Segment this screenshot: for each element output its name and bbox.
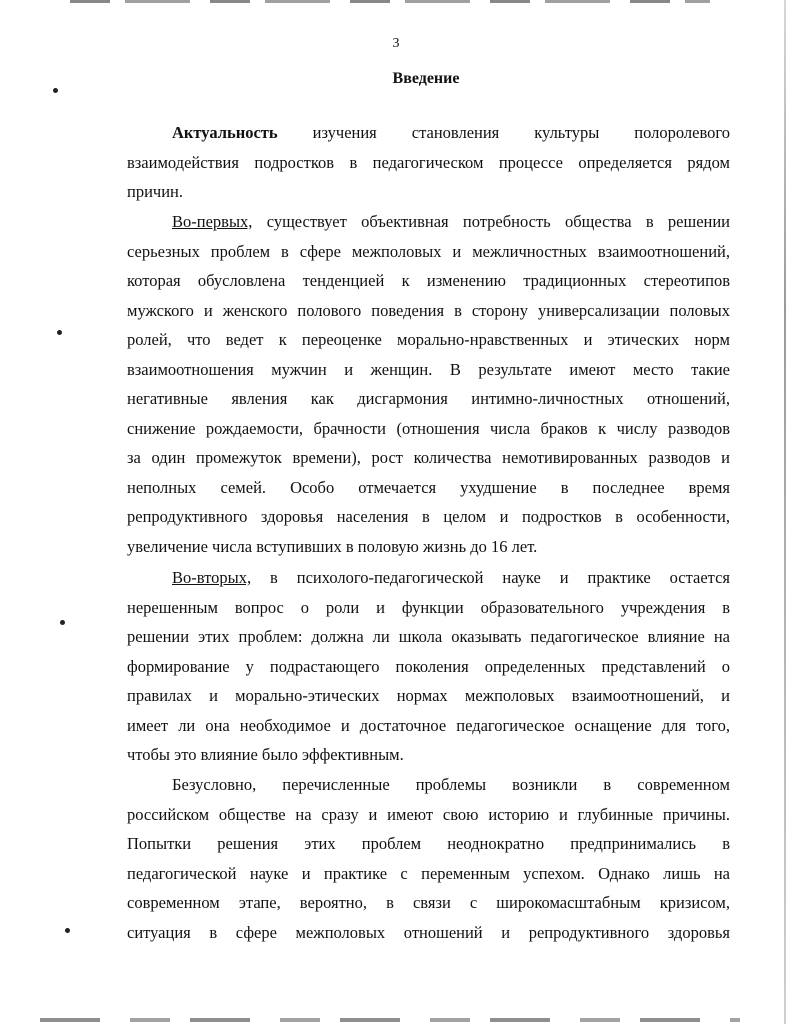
text-line: увеличение числа вступивших в половую жизнь до 16 лет.: [127, 536, 538, 556]
text-line: чтобы это влияние было эффективным.: [127, 745, 404, 764]
text-line: Попытки решения этих проблем неоднократно предпринимались в: [127, 834, 730, 853]
line-text: изучения становления культуры полоролевого: [312, 123, 730, 142]
scan-edge-top: [70, 0, 710, 3]
text-line: правилах и морально-этических нормах межполовых взаимоотношений, и: [127, 686, 730, 705]
scan-dot: [53, 88, 58, 93]
text-line: серьезных проблем в сфере межполовых и межличностных взаимоотношений,: [127, 241, 730, 261]
underlined-lead: Во-первых,: [172, 212, 253, 231]
scan-edge-right: [784, 0, 786, 1024]
page-number: 3: [392, 36, 400, 51]
scan-dot: [60, 620, 65, 625]
text-line: педагогической науке и практике с переменным успехом. Однако лишь на: [127, 863, 730, 883]
text-line: негативные явления как дисгармония интимно-личностных отношений,: [127, 389, 730, 408]
text-line: неполных семей. Особо отмечается ухудшение в последнее время: [127, 477, 730, 497]
paragraph-2: [127, 207, 730, 561]
text-line: за один промежуток времени), рост количества немотивированных разводов и: [127, 448, 730, 467]
underlined-lead: Во-вторых,: [172, 568, 252, 587]
text-line: репродуктивного здоровья населения в целом и подростков в особенности,: [127, 507, 730, 526]
text-line: причин.: [127, 182, 183, 201]
text-line: снижение рождаемости, брачности (отношения числа браков к числу разводов: [127, 418, 730, 438]
text-line: решении этих проблем: должна ли школа оказывать педагогическое влияние на: [127, 627, 730, 646]
paragraph-1: [127, 118, 730, 207]
text-line: [127, 563, 730, 593]
text-line: [127, 207, 730, 237]
text-line: [127, 118, 730, 148]
line-text: в психолого-педагогической науке и практике остается: [270, 568, 731, 587]
paragraph-4: [127, 770, 730, 947]
text-line: Безусловно, перечисленные проблемы возникли в современном: [172, 775, 730, 794]
text-line: мужского и женского полового поведения в сторону универсализации половых: [127, 300, 730, 320]
scan-dot: [65, 928, 70, 933]
text-line: нерешенным вопрос о роли и функции образовательного учреждения в: [127, 597, 730, 617]
text-line: формирование у подрастающего поколения определенных представлений о: [127, 656, 730, 676]
page-title: Введение: [392, 70, 460, 87]
scan-dot: [57, 330, 62, 335]
scan-edge-bottom: [40, 1018, 740, 1022]
line-text: существует объективная потребность общества в решении: [266, 212, 731, 231]
text-line: ситуация в сфере межполовых отношений и репродуктивного здоровья: [127, 922, 730, 942]
text-line: взаимодействия подростков в педагогическом процессе определяется рядом: [127, 152, 730, 172]
bold-lead: Актуальность: [172, 123, 278, 142]
text-line: ролей, что ведет к переоценке морально-нравственных и этических норм: [127, 330, 730, 349]
text-line: российском обществе на сразу и имеют свою историю и глубинные причины.: [127, 804, 730, 824]
text-line: взаимоотношения мужчин и женщин. В результате имеют место такие: [127, 359, 730, 379]
text-line: современном этапе, вероятно, в связи с широкомасштабным кризисом,: [127, 893, 730, 912]
paragraph-3: [127, 563, 730, 770]
text-line: которая обусловлена тенденцией к изменению традиционных стереотипов: [127, 271, 730, 290]
text-line: имеет ли она необходимое и достаточное педагогическое оснащение для того,: [127, 715, 730, 735]
